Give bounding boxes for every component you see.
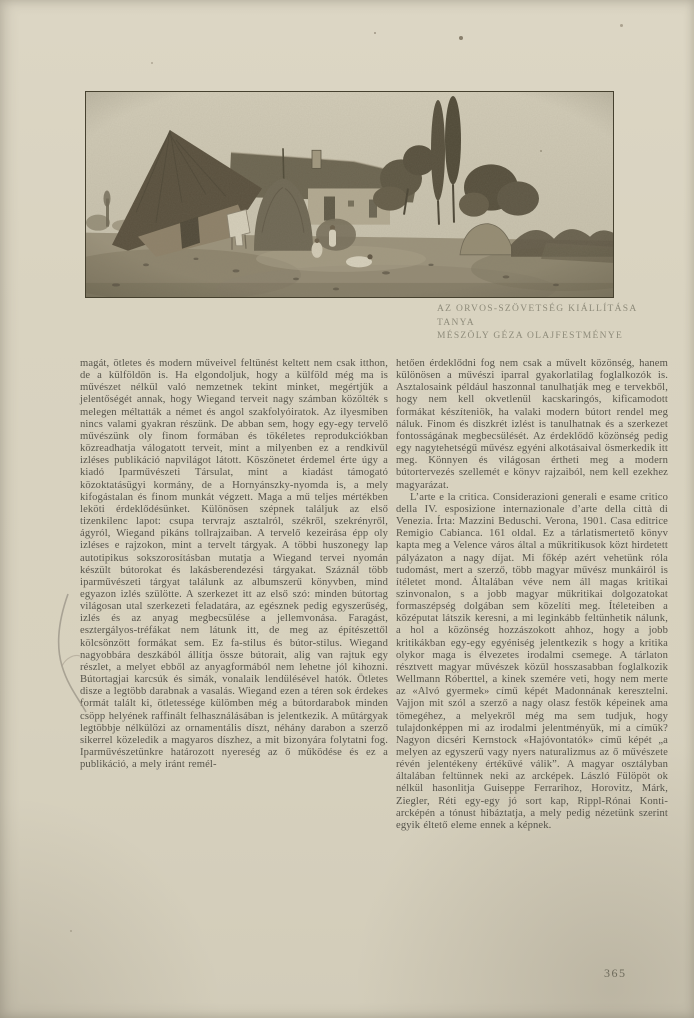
right-column: [396, 358, 668, 832]
article-text-review: L’arte e la critica. Considerazioni generali e esame critico della IV. esposizione internazionale d’arte della città di Venezia. Írta: Mazzini Beduschi. Verona, 1901. Casa editrice Remigio Cabianca. 161 oldal. Ez a tárlatismertető könyv kapta meg a Velence város által a műkritikusok közt hirdetett pályázaton a nagy díjat. Mi főkép azért vehetünk róla tudomást, mert a szerző, több magyar művész munkáiról is ítéletet mond. Általában véve nem áll magas kritikai szinvonalon, s a jobb magyar műkritikai dolgozatokat formaszépség dolgában sem közelíti meg. Ítéleteiben a középutat látszik keresni, a mi leginkább feltünhetik nálunk, a hol a közönség hozzászokott ahhoz, hogy a jobb kritikákban egy-egy egyéniség jelentkezik s hogy a kritika olykor maga is élvezetes irodalmi csemege. A tárlaton résztvett magyar művészek közül hosszasabban foglalkozik Wellmann Róberttel, a kinek szemére veti, hogy nem merte az «Alvó gyermek» című képét Madonnának keresztelni. Vajjon mit szól a szerző a nagy olasz festők képeinek ama tömegéhez, a melyekről még ma sem tudjuk, hogy tulajdonképpen mi az irodalmi jelentményük, mi a címük? Nagyon dicséri Kernstock «Hajóvontatók» című képét „a melyen az egyszerű vagy nyers naturalizmus az ő művészete révén jelentékeny értékűvé válik”. A magyar osztályban általában feltünnek neki az arcképek. László Fülöpöt ok nélkül hasonlitja Guiseppe Ferrarihoz, Horovitz, Márk, Ziegler, Réti egy-egy jó sort kap, Rippl-Rónai Konti-arcképén a tónust hibáztatja, a mely pedig nézetünk szerint egyik éltető eleme ennek a képnek.: [396, 491, 668, 831]
left-column: [80, 358, 388, 771]
article-text-right-continuation: hetően érdeklődni fog nem csak a művelt közönség, hanem különösen a művészi iparral gyakorlatilag foglalkozók is. Asztalosaink például haszonnal tanulhatják meg e tervekből, hogy nem kell okvetlenül kacskaringós, kificamodott formákat készíteniök, ha valaki modern bútort rendel meg náluk. Finom és diszkrét izlést is tanulhatnak és a szerkezet fontosságának megbecsülését. Az érdeklődő közönség pedig egy nagytehetségű művész egyéni alkotásaival ösmerkedik itt meg. Könnyen és világosan értheti meg a modern bútortervezés szellemét e könyv rajzaiból, nem kell ezekhez magyarázat.: [396, 358, 668, 491]
caption-exhibition: AZ ORVOS-SZÖVETSÉG KIÁLLÍTÁSA: [437, 304, 638, 314]
paper-speck: [620, 24, 623, 27]
paper-speck: [70, 930, 72, 932]
paper-speck: [374, 32, 376, 34]
article-text-left: magát, ötletes és modern műveivel feltünést keltett nem csak itthon, de a külföldön is. Ha elgondoljuk, hogy a külföld még ma is művészet nélkül való nemzetnek tekint minket, megértjük a jelentőségét annak, hogy Wiegand terveit nagy számban közölték s melegen méltatták a német és angol szakfolyóiratok. Az ilyesmiben nincs valami gyakran részünk. De abban sem, hogy egy-egy tervelő művészünk oly finom formában és tökéletes reprodukciókban közreadhatja válogatott terveit, mint a milyenben ez a rendkivül izléses publikáció napvilágot látott. Köszönetet érdemel érte úgy a kiadó Iparművészeti Társulat, mint a kiadást támogató közoktatásügyi kormány, de a Hornyánszky-nyomda is, a mely kifogástalan és finom munkát végzett. Maga a mű teljes mértékben leköti érdeklődésünket. Különösen szépnek találjuk az első tizenkilenc lapot: csupa tervrajz asztalról, székről, szekrényről, ágyról, Wiegand pikáns tollrajzaiban. A tervelő kezeirása épp oly izléses e rajzokon, mint a tervelt tárgyak. A többi huszonegy lap autotipikus sokszorosításban mutatja a Wiegand tervei nyomán készült bútorokat és lakásberendezési tárgyakat. Száznál több iparművészeti tárgyat találunk az albumszerű könyvben, mind egyazon izlés szülötte. A szerkezet itt az első szó: minden bútortag világosan utal szerkezeti feladatára, az egésznek pedig egyszerűség, izlés és az anyag megbecsülése a jellemvonása. Faragást, esztergályos-tréfákat nem látunk itt, de meg az építészettől kölcsönzött formákat sem. Ez fa-stilus és bútor-stilus. Wiegand nagyobbára deszkából állítja össze bútorait, alig van rajtuk egy részlet, a melyet ebből az anyagformából nem lehetne jól kihozni. Bútortagjai karcsúk és simák, vonalaik lendülésével hatók. Ötletes disze a legtöbb darabnak a vasalás. Wiegand ezen a téren sok érdekes formát talált ki, ötletessége külömben még a bútordarabok minden csöpp helyének raffinált felhasználásában is jelentkezik. A műtárgyak legtöbbje nélkülözi az ornamentális díszt, néhány darabon a szerző sikerrel közeledik a magyaros díszhez, a mit bizonyára folytatni fog. Iparművészetünkre határozott nyereség az ő működése és ez a publikáció, a mely iránt remél-: [80, 358, 388, 771]
paper-speck: [540, 150, 542, 152]
caption-artist: MÉSZÖLY GÉZA OLAJFESTMÉNYE: [437, 331, 624, 341]
farmstead-painting-graphic: [86, 92, 613, 297]
page-number: 365: [604, 966, 627, 980]
paper-speck: [151, 62, 153, 64]
photo-caption: [437, 303, 677, 344]
farmstead-photo: [85, 91, 614, 298]
paper-speck: [459, 36, 463, 40]
caption-title: TANYA: [437, 317, 475, 328]
